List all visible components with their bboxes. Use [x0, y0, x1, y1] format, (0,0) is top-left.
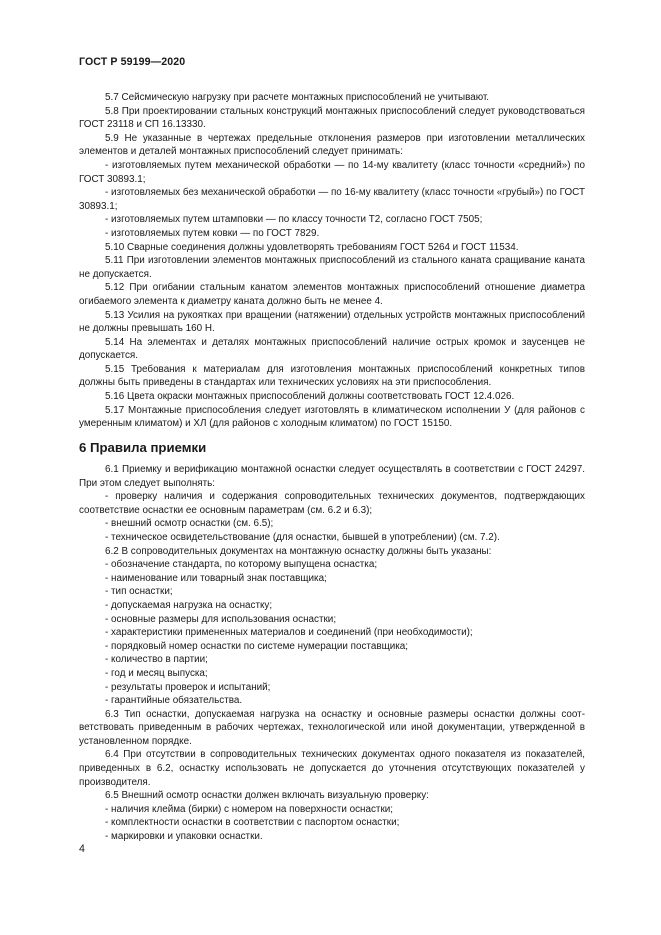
paragraph: - внешний осмотр оснастки (см. 6.5); [105, 518, 274, 530]
paragraph: 6.4 При отсутствии в сопроводительных технических документах одного показателя из показателей, приведенных в 6.2, оснастку использовать не допускается до уточнения отсутствующих показателей у производителя. [79, 749, 585, 788]
section-6-body [79, 463, 585, 844]
paragraph: - год и месяц выпуска; [105, 667, 208, 679]
paragraph: - наименование или товарный знак поставщика; [105, 572, 327, 584]
paragraph: 5.14 На элементах и деталях монтажных приспособлений наличие острых кромок и заусенцев не допускается. [79, 336, 585, 362]
paragraph: - наличия клейма (бирки) с номером на поверхности оснастки; [105, 803, 394, 815]
section-6-title: 6 Правила приемки [79, 440, 207, 455]
document-header: ГОСТ Р 59199—2020 [79, 56, 186, 68]
paragraph: - изготовляемых без механической обработки — по 16-му квалитету (класс точности «грубый») по ГОСТ 30893.1; [79, 187, 585, 212]
paragraph: - комплектности оснастки в соответствии с паспортом оснастки; [105, 817, 400, 829]
paragraph: 5.16 Цвета окраски монтажных приспособлений должны соответствовать ГОСТ 12.4.026. [105, 391, 515, 403]
paragraph: 5.13 Усилия на рукоятках при вращении (натяжении) отдельных устройств монтажных приспособлений не должны превышать 160 Н. [79, 309, 585, 335]
paragraph: - изготовляемых путем механической обработки — по 14-му квалитету (класс точности «средний») по ГОСТ 30893.1; [79, 159, 585, 185]
paragraph: - гарантийные обязательства. [105, 695, 243, 707]
paragraph: 5.15 Требования к материалам для изготовления монтажных приспособлений конкретных типов должны быть приведены в стандартах или технических условиях на эти приспособления. [79, 363, 585, 389]
paragraph: 6.2 В сопроводительных документах на монтажную оснастку должны быть указаны: [105, 545, 492, 557]
paragraph: - изготовляемых путем ковки — по ГОСТ 7829. [105, 227, 320, 239]
paragraph: - тип оснастки; [105, 586, 173, 598]
paragraph: - маркировки и упаковки оснастки. [105, 831, 263, 843]
paragraph: 6.3 Тип оснастки, допускаемая нагрузка на оснастку и основные размеры оснастки должны соответствовать приведенным в рабочих чертежах, технологической или иной документации, утвержденной в установленном порядке. [79, 708, 585, 747]
page-number: 4 [79, 843, 85, 855]
paragraph: 5.10 Сварные соединения должны удовлетворять требованиям ГОСТ 5264 и ГОСТ 11534. [105, 241, 519, 253]
paragraph: 6.1 Приемку и верификацию монтажной оснастки следует осуществлять в соответствии с ГОСТ 24297. При этом следует выполнять: [79, 464, 585, 489]
section-5-continuation [79, 91, 585, 431]
paragraph: 6.5 Внешний осмотр оснастки должен включать визуальную проверку: [105, 790, 429, 802]
paragraph: 5.8 При проектировании стальных конструкций монтажных приспособлений следует руководствоваться ГОСТ 23118 и СП 16.13330. [79, 105, 585, 131]
paragraph: - допускаемая нагрузка на оснастку; [105, 599, 273, 611]
paragraph: - проверку наличия и содержания сопроводительных технических документов, подтверждающих соответствие оснастки ее основным параметрам (см. 6.2 и 6.3); [79, 491, 585, 516]
paragraph: - характеристики примененных материалов и соединений (при необходимости); [105, 627, 473, 639]
paragraph: - результаты проверок и испытаний; [105, 681, 271, 693]
paragraph: - основные размеры для использования оснастки; [105, 613, 337, 625]
paragraph: 5.12 При огибании стальным канатом элементов монтажных приспособлений отношение диаметра огибаемого элемента к диаметру каната должно быть не менее 4. [79, 282, 585, 307]
paragraph: 5.9 Не указанные в чертежах предельные отклонения размеров при изготовлении металлических элементов и деталей монтажных приспособлений следует принимать: [79, 132, 585, 158]
paragraph: 5.7 Сейсмическую нагрузку при расчете монтажных приспособлений не учитывают. [105, 92, 490, 103]
paragraph: 5.11 При изготовлении элементов монтажных приспособлений из стального каната сращивание каната не допускается. [79, 255, 585, 280]
paragraph: - порядковый номер оснастки по системе нумерации поставщика; [105, 640, 408, 652]
paragraph: - обозначение стандарта, по которому выпущена оснастка; [105, 559, 378, 571]
paragraph: - количество в партии; [105, 654, 208, 666]
paragraph: - техническое освидетельствование (для оснастки, бывшей в употреблении) (см. 7.2). [105, 531, 500, 543]
paragraph: - изготовляемых путем штамповки — по классу точности Т2, согласно ГОСТ 7505; [105, 214, 483, 226]
paragraph: 5.17 Монтажные приспособления следует изготовлять в климатическом исполнении У (для районов с умеренным климатом) и ХЛ (для районов с холодным климатом) по ГОСТ 15150. [79, 404, 585, 430]
